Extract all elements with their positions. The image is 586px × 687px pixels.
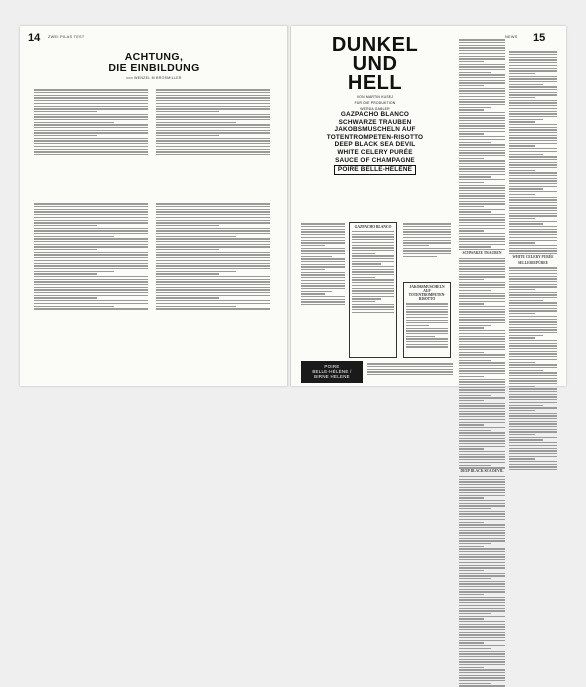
side-heading-1: SCHWARZE TRAUBEN — [462, 250, 502, 255]
page-number: 14 — [28, 32, 41, 44]
poster-title-3: HELL — [347, 72, 403, 94]
recipe-column-1 — [301, 222, 345, 356]
recipe-box-jakobsmuscheln — [403, 282, 451, 358]
article-column-2-upper — [156, 88, 270, 196]
body-text-filler — [509, 51, 557, 254]
body-text-filler — [459, 39, 505, 250]
poster-dish-4: TOTENTROMPETEN-RISOTTO — [326, 133, 424, 141]
poster-dish-8: POIRE BELLE-HÉLÈNE — [334, 165, 416, 175]
poster-title-1: DUNKEL — [331, 34, 419, 56]
body-text-filler — [367, 363, 453, 375]
body-text-filler — [459, 476, 505, 687]
body-text-filler — [301, 223, 345, 305]
byline: von WENZEL M BROSMILLER — [126, 76, 182, 80]
body-text-filler — [509, 267, 557, 470]
page-number: 15 — [533, 32, 546, 44]
article-column-2-lower — [156, 202, 270, 374]
recipe-column-3-upper — [403, 222, 451, 278]
menu-poster — [301, 34, 449, 174]
body-text-filler — [406, 303, 448, 347]
recipe-box-gazpacho — [349, 222, 397, 358]
side-heading-4: SELLERIEPÜREE — [517, 260, 549, 265]
article-column-1-lower — [34, 202, 148, 374]
right-page — [291, 26, 566, 473]
side-column-1 — [459, 38, 505, 473]
poster-credit-3: WERDA GABLER — [360, 107, 390, 111]
poster-dish-7: SAUCE OF CHAMPAGNE — [335, 156, 415, 164]
poster-title-2: UND — [352, 53, 398, 75]
body-text-filler — [156, 203, 270, 309]
poster-credit-2: FÜR DIE PRODUKTION — [354, 101, 396, 105]
poster-dish-6: WHITE CELERY PURÉE — [337, 148, 413, 156]
body-text-filler — [352, 231, 394, 313]
body-text-filler — [34, 203, 148, 309]
body-text-filler — [34, 89, 148, 155]
poster-dish-1: GAZPACHO BLANCO — [340, 111, 410, 118]
body-text-filler — [403, 223, 451, 257]
footer-recipe-text — [367, 362, 453, 384]
body-text-filler — [156, 89, 270, 155]
poster-dish-5: DEEP BLACK SEA DEVIL — [334, 141, 416, 149]
side-column-2 — [509, 50, 557, 378]
headline-line-2: DIE EINBILDUNG — [108, 62, 200, 74]
headline-line-1: ACHTUNG, — [124, 51, 184, 63]
black-box-line-3: BIRNE HELENE — [314, 374, 350, 379]
article-column-1-upper — [34, 88, 148, 196]
recipe-box-heading: JAKOBSMUSCHELN AUF TOTENTROMPETEN-RISOTTO — [408, 285, 446, 302]
poster-credit-1: VON MARTIN KUSEJ — [356, 95, 394, 99]
running-head: ZWEI PILAS TEST — [48, 35, 85, 39]
body-text-filler — [459, 258, 505, 469]
running-head: NEWS — [505, 35, 518, 39]
black-box-line-2: BELLE-HÉLÈNE / — [312, 369, 352, 374]
side-heading-2: DEEP BLACK SEA DEVIL — [460, 468, 504, 473]
side-heading-3: WHITE CELERY PURÉE — [512, 254, 554, 259]
poster-dish-3: JAKOBSMUSCHELN AUF — [334, 126, 416, 134]
left-page — [20, 26, 288, 386]
poire-belle-helene-box — [301, 361, 363, 383]
black-box-line-1: POIRE — [324, 364, 340, 369]
poster-dish-2: SCHWARZE TRAUBEN — [338, 118, 412, 126]
recipe-box-heading: GAZPACHO BLANCO — [354, 225, 392, 229]
